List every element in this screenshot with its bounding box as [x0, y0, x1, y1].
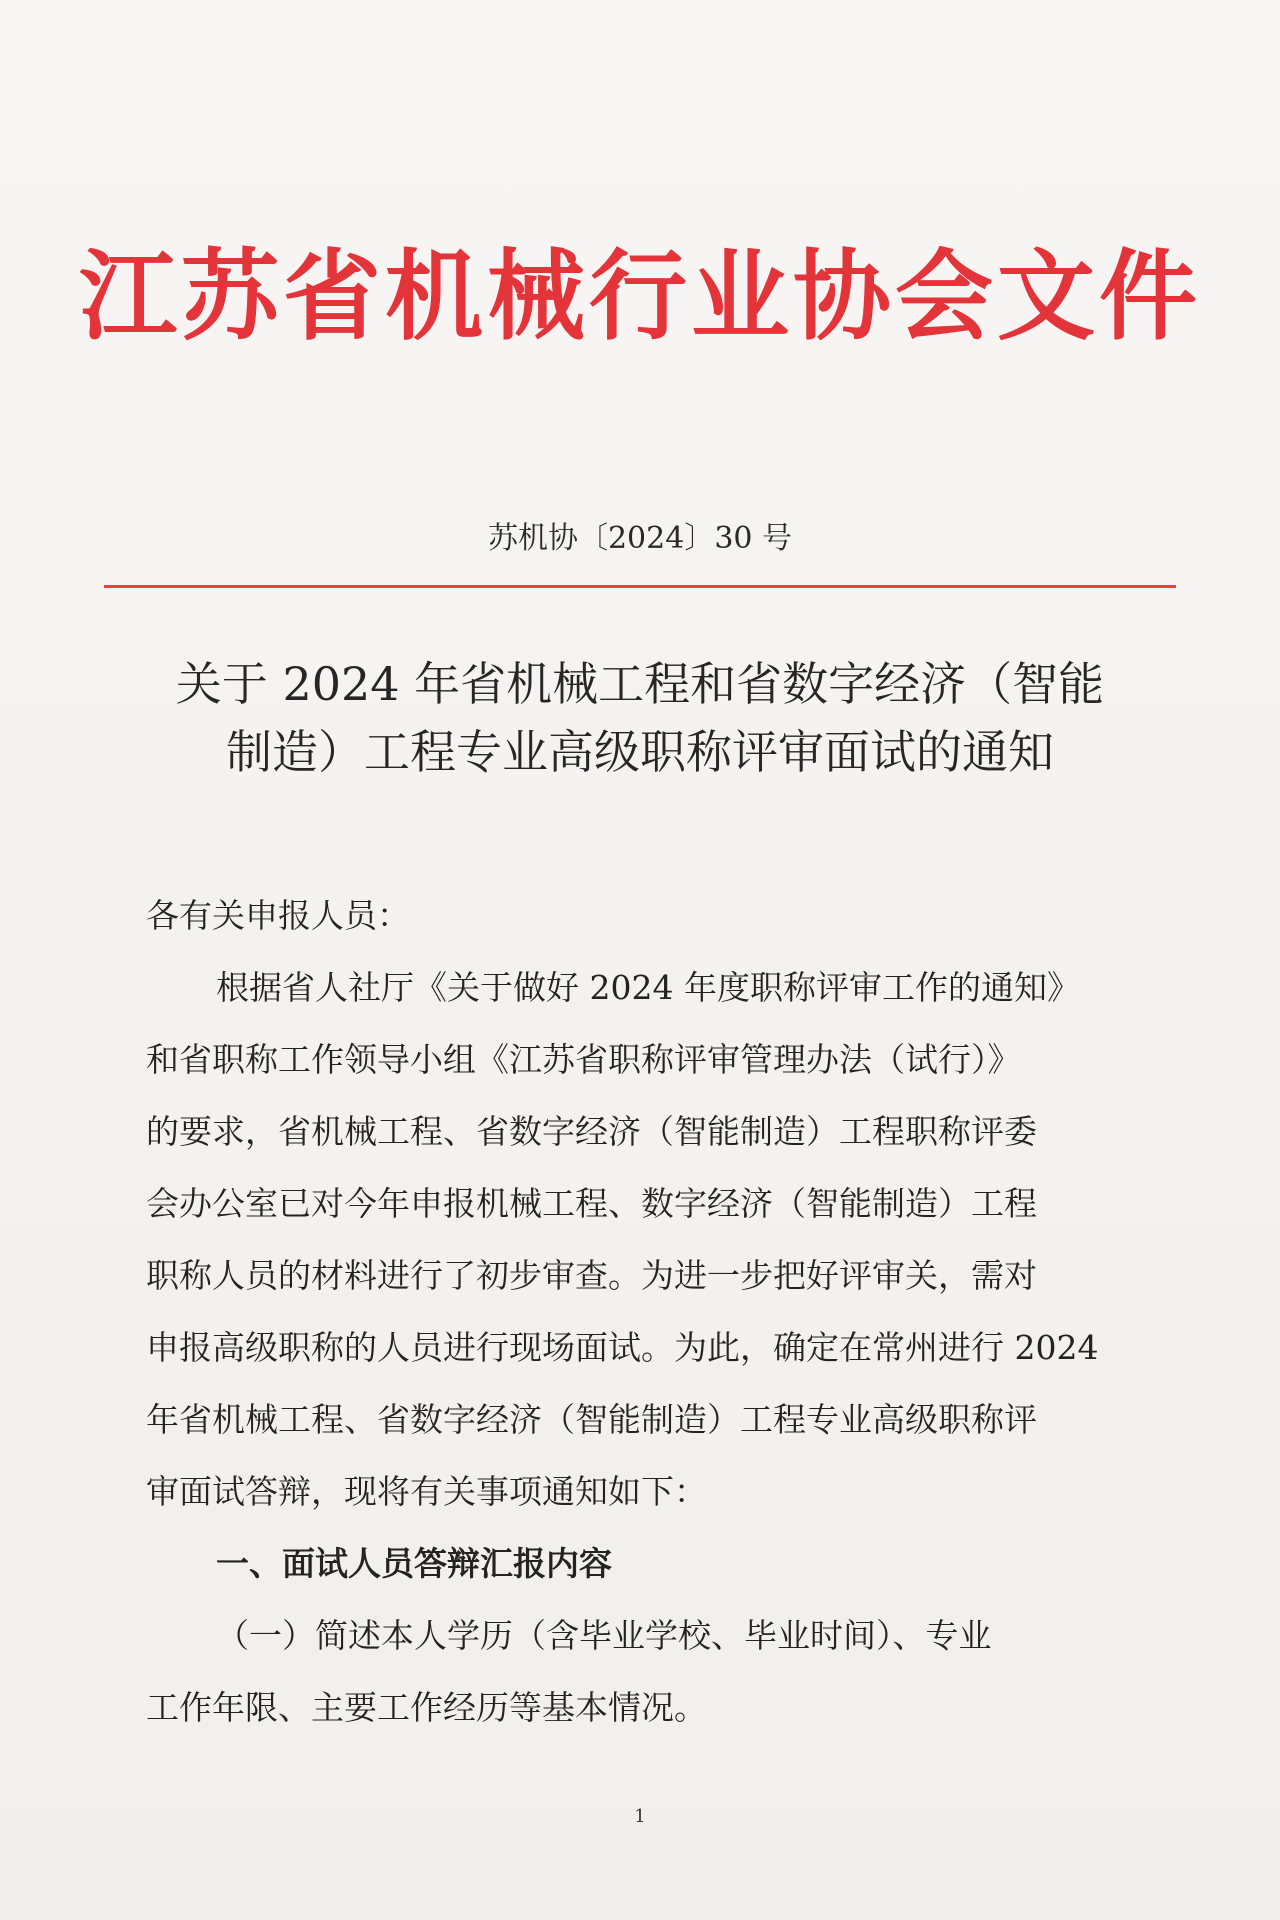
red-divider-line [104, 585, 1176, 588]
paragraph-line: 申报高级职称的人员进行现场面试。为此，确定在常州进行 2024 [146, 1328, 1099, 1367]
document-number: 苏机协〔2024〕30 号 [487, 521, 793, 556]
section-heading: 一、面试人员答辩汇报内容 [216, 1544, 612, 1583]
salutation: 各有关申报人员： [146, 896, 410, 935]
paragraph-line: 和省职称工作领导小组《江苏省职称评审管理办法（试行）》 [146, 1040, 1021, 1079]
paragraph-line: 根据省人社厅《关于做好 2024 年度职称评审工作的通知》 [216, 968, 1080, 1007]
paragraph-line: 审面试答辩，现将有关事项通知如下： [146, 1472, 707, 1511]
notice-title [140, 650, 1140, 786]
notice-title-line-2: 制造）工程专业高级职称评审面试的通知 [226, 725, 1054, 779]
notice-body [146, 880, 1130, 1744]
notice-title-line-1: 关于 2024 年省机械工程和省数字经济（智能 [175, 657, 1105, 711]
paragraph-line: 的要求，省机械工程、省数字经济（智能制造）工程职称评委 [146, 1112, 1037, 1151]
item-line: 工作年限、主要工作经历等基本情况。 [146, 1688, 707, 1727]
paragraph-line: 会办公室已对今年申报机械工程、数字经济（智能制造）工程 [146, 1184, 1037, 1223]
item-line: （一）简述本人学历（含毕业学校、毕业时间）、专业 [216, 1616, 992, 1655]
paragraph-line: 职称人员的材料进行了初步审查。为进一步把好评审关，需对 [146, 1256, 1037, 1295]
organization-header-title: 江苏省机械行业协会文件 [78, 239, 1201, 354]
paragraph-line: 年省机械工程、省数字经济（智能制造）工程专业高级职称评 [146, 1400, 1037, 1439]
page-number: 1 [634, 1806, 646, 1827]
